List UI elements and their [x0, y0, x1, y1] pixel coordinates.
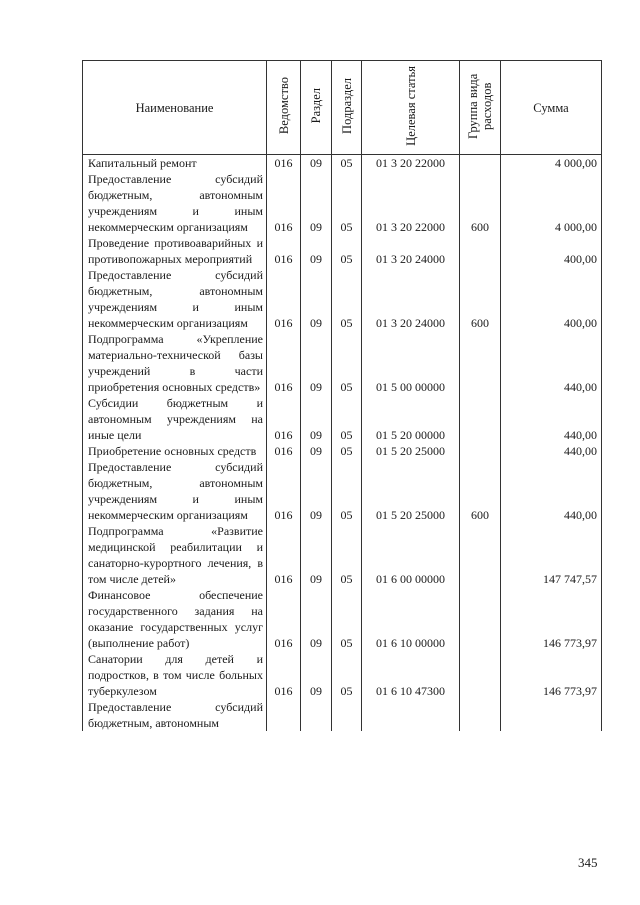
row-cell-name: Капитальный ремонт: [83, 155, 267, 172]
row-cell-name: Подпрограмма «Укрепление материально-технической базы учреждений в части приобретения основных средств»: [83, 331, 267, 395]
row-cell-ved: 016: [267, 331, 301, 395]
row-cell-sub: 05: [332, 651, 362, 699]
row-cell-sum: [501, 699, 602, 731]
row-cell-ved: [267, 699, 301, 731]
row-cell-sum: 440,00: [501, 443, 602, 459]
row-cell-sub: 05: [332, 331, 362, 395]
row-cell-grp: [460, 651, 501, 699]
row-cell-sec: 09: [301, 155, 332, 172]
row-cell-ved: 016: [267, 587, 301, 651]
row-cell-sec: 09: [301, 651, 332, 699]
table-row: [83, 235, 602, 267]
row-cell-name: Предоставление субсидий бюджетным, автономным: [83, 699, 267, 731]
header-subsection: Подраздел: [332, 61, 362, 155]
row-cell-tgt: 01 3 20 22000: [362, 171, 460, 235]
table-row: [83, 443, 602, 459]
row-cell-ved: 016: [267, 171, 301, 235]
row-cell-sum: 440,00: [501, 459, 602, 523]
row-cell-grp: [460, 331, 501, 395]
row-cell-tgt: 01 3 20 22000: [362, 155, 460, 172]
table-row: [83, 331, 602, 395]
row-cell-tgt: 01 6 00 00000: [362, 523, 460, 587]
row-cell-sub: 05: [332, 523, 362, 587]
row-cell-sec: 09: [301, 443, 332, 459]
row-cell-ved: 016: [267, 235, 301, 267]
row-cell-grp: [460, 523, 501, 587]
row-cell-name: Субсидии бюджетным и автономным учреждениям на иные цели: [83, 395, 267, 443]
table-row: [83, 395, 602, 443]
row-cell-sec: [301, 699, 332, 731]
row-cell-sub: 05: [332, 443, 362, 459]
row-cell-name: Предоставление субсидий бюджетным, автономным учреждениям и иным некоммерческим организациям: [83, 171, 267, 235]
row-cell-sub: 05: [332, 395, 362, 443]
row-cell-sub: [332, 699, 362, 731]
row-cell-grp: [460, 587, 501, 651]
row-cell-tgt: 01 5 20 00000: [362, 395, 460, 443]
table-row: [83, 267, 602, 331]
row-cell-sec: 09: [301, 235, 332, 267]
table-row: [83, 523, 602, 587]
row-cell-grp: 600: [460, 459, 501, 523]
row-cell-tgt: 01 3 20 24000: [362, 267, 460, 331]
row-cell-ved: 016: [267, 267, 301, 331]
row-cell-sec: 09: [301, 267, 332, 331]
row-cell-name: Предоставление субсидий бюджетным, автономным учреждениям и иным некоммерческим организациям: [83, 267, 267, 331]
row-cell-grp: [460, 699, 501, 731]
row-cell-sub: 05: [332, 459, 362, 523]
row-cell-sub: 05: [332, 155, 362, 172]
row-cell-grp: 600: [460, 267, 501, 331]
row-cell-sub: 05: [332, 235, 362, 267]
table-row: [83, 459, 602, 523]
row-cell-tgt: 01 6 10 00000: [362, 587, 460, 651]
row-cell-grp: 600: [460, 171, 501, 235]
row-cell-sec: 09: [301, 523, 332, 587]
row-cell-name: Приобретение основных средств: [83, 443, 267, 459]
row-cell-grp: [460, 443, 501, 459]
row-cell-ved: 016: [267, 395, 301, 443]
row-cell-sec: 09: [301, 171, 332, 235]
row-cell-tgt: 01 5 20 25000: [362, 459, 460, 523]
budget-table: [82, 60, 602, 731]
row-cell-sum: 440,00: [501, 331, 602, 395]
row-cell-name: Финансовое обеспечение государственного задания на оказание государственных услуг (выполнение работ): [83, 587, 267, 651]
row-cell-name: Предоставление субсидий бюджетным, автономным учреждениям и иным некоммерческим организациям: [83, 459, 267, 523]
row-cell-ved: 016: [267, 651, 301, 699]
row-cell-sum: 400,00: [501, 235, 602, 267]
row-cell-sec: 09: [301, 395, 332, 443]
table-row: [83, 587, 602, 651]
row-cell-sum: 4 000,00: [501, 155, 602, 172]
row-cell-sec: 09: [301, 459, 332, 523]
row-cell-tgt: 01 6 10 47300: [362, 651, 460, 699]
header-section: Раздел: [301, 61, 332, 155]
row-cell-tgt: 01 3 20 24000: [362, 235, 460, 267]
table-row: [83, 699, 602, 731]
table-body: [83, 155, 602, 732]
row-cell-grp: [460, 155, 501, 172]
row-cell-sec: 09: [301, 331, 332, 395]
row-cell-sub: 05: [332, 267, 362, 331]
row-cell-name: Санатории для детей и подростков, в том числе больных туберкулезом: [83, 651, 267, 699]
header-expense-group: Группа вида расходов: [460, 61, 501, 155]
row-cell-sum: 146 773,97: [501, 587, 602, 651]
header-target-article: Целевая статья: [362, 61, 460, 155]
row-cell-grp: [460, 235, 501, 267]
row-cell-sec: 09: [301, 587, 332, 651]
row-cell-ved: 016: [267, 443, 301, 459]
row-cell-ved: 016: [267, 155, 301, 172]
header-department: Ведомство: [267, 61, 301, 155]
table-row: [83, 155, 602, 172]
row-cell-sum: 4 000,00: [501, 171, 602, 235]
row-cell-sum: 147 747,57: [501, 523, 602, 587]
row-cell-name: Подпрограмма «Развитие медицинской реабилитации и санаторно-курортного лечения, в том числе детей»: [83, 523, 267, 587]
row-cell-name: Проведение противоаварийных и противопожарных мероприятий: [83, 235, 267, 267]
row-cell-tgt: [362, 699, 460, 731]
row-cell-sub: 05: [332, 171, 362, 235]
row-cell-tgt: 01 5 00 00000: [362, 331, 460, 395]
table-row: [83, 651, 602, 699]
header-amount: Сумма: [501, 61, 602, 155]
row-cell-tgt: 01 5 20 25000: [362, 443, 460, 459]
row-cell-ved: 016: [267, 459, 301, 523]
row-cell-sub: 05: [332, 587, 362, 651]
row-cell-ved: 016: [267, 523, 301, 587]
table-row: [83, 171, 602, 235]
row-cell-sum: 400,00: [501, 267, 602, 331]
header-name: Наименование: [83, 61, 267, 155]
page-number: 345: [578, 855, 598, 870]
row-cell-grp: [460, 395, 501, 443]
table-header: [83, 61, 602, 155]
row-cell-sum: 146 773,97: [501, 651, 602, 699]
row-cell-sum: 440,00: [501, 395, 602, 443]
